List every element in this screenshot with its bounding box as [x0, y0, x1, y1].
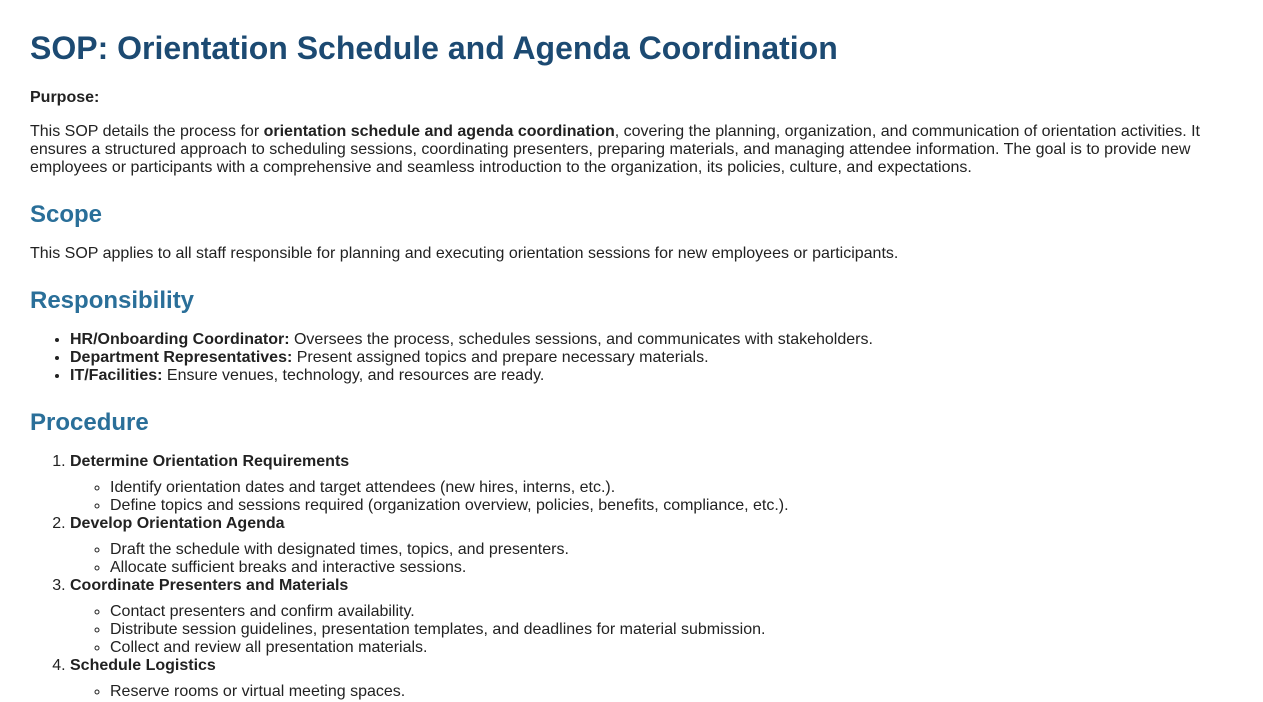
scope-text: This SOP applies to all staff responsible for planning and executing orientation sessions for new employees or participants. — [30, 245, 899, 262]
procedure-step — [70, 453, 1233, 515]
procedure-step-title: Determine Orientation Requirements — [70, 453, 350, 470]
purpose-text-start: This SOP details the process for — [30, 123, 264, 140]
procedure-substep: ◦ Contact presenters and confirm availability. — [110, 603, 1233, 621]
procedure-substep: ◦ Define topics and sessions required (organization overview, policies, benefits, compliance, etc.). — [110, 497, 1233, 515]
purpose-text-emphasis: orientation schedule and agenda coordination — [263, 123, 615, 140]
purpose-label: Purpose: — [30, 89, 100, 106]
responsibility-desc: Ensure venues, technology, and resources are ready. — [162, 367, 545, 384]
responsibility-desc: Oversees the process, schedules sessions, and communicates with stakeholders. — [289, 331, 873, 348]
responsibility-role: Department Representatives: — [70, 349, 293, 366]
responsibility-item — [70, 349, 1233, 367]
responsibility-item — [70, 331, 1233, 349]
procedure-heading: Procedure — [30, 409, 149, 436]
responsibility-role: HR/Onboarding Coordinator: — [70, 331, 290, 348]
procedure-list — [30, 453, 1233, 701]
scope-heading: Scope — [30, 201, 103, 228]
procedure-step — [70, 515, 1233, 577]
procedure-substeps — [70, 541, 1233, 577]
procedure-step-title: Coordinate Presenters and Materials — [70, 577, 349, 594]
procedure-substeps — [70, 683, 1233, 701]
responsibility-list — [30, 331, 1233, 385]
procedure-substeps — [70, 479, 1233, 515]
responsibility-item — [70, 367, 1233, 385]
purpose-paragraph — [30, 123, 1233, 177]
procedure-step — [70, 657, 1233, 701]
procedure-substep: ◦ Draft the schedule with designated times, topics, and presenters. — [110, 541, 1233, 559]
responsibility-heading: Responsibility — [30, 287, 195, 314]
procedure-step-title: Develop Orientation Agenda — [70, 515, 285, 532]
purpose-text-end: , covering the planning, organization, and communication of orientation activities. It ensures a structured approach to scheduling sessions, coordinating presenters, preparing materials, and managing attendee information. The goal is to provide new employees or participants with a comprehensive and seamless introduction to the organization, its policies, culture, and expectations. — [30, 123, 1200, 176]
procedure-substep: ◦ Distribute session guidelines, presentation templates, and deadlines for material submission. — [110, 621, 1233, 639]
procedure-substep: ◦ Allocate sufficient breaks and interactive sessions. — [110, 559, 1233, 577]
procedure-step-title: Schedule Logistics — [70, 657, 216, 674]
procedure-substep: ◦ Identify orientation dates and target attendees (new hires, interns, etc.). — [110, 479, 1233, 497]
procedure-substep: ◦ Reserve rooms or virtual meeting spaces. — [110, 683, 1233, 701]
page-title: SOP: Orientation Schedule and Agenda Coordination — [30, 30, 838, 66]
responsibility-role: IT/Facilities: — [70, 367, 163, 384]
responsibility-desc: Present assigned topics and prepare necessary materials. — [292, 349, 709, 366]
procedure-substeps — [70, 603, 1233, 657]
procedure-substep: ◦ Collect and review all presentation materials. — [110, 639, 1233, 657]
procedure-step — [70, 577, 1233, 657]
